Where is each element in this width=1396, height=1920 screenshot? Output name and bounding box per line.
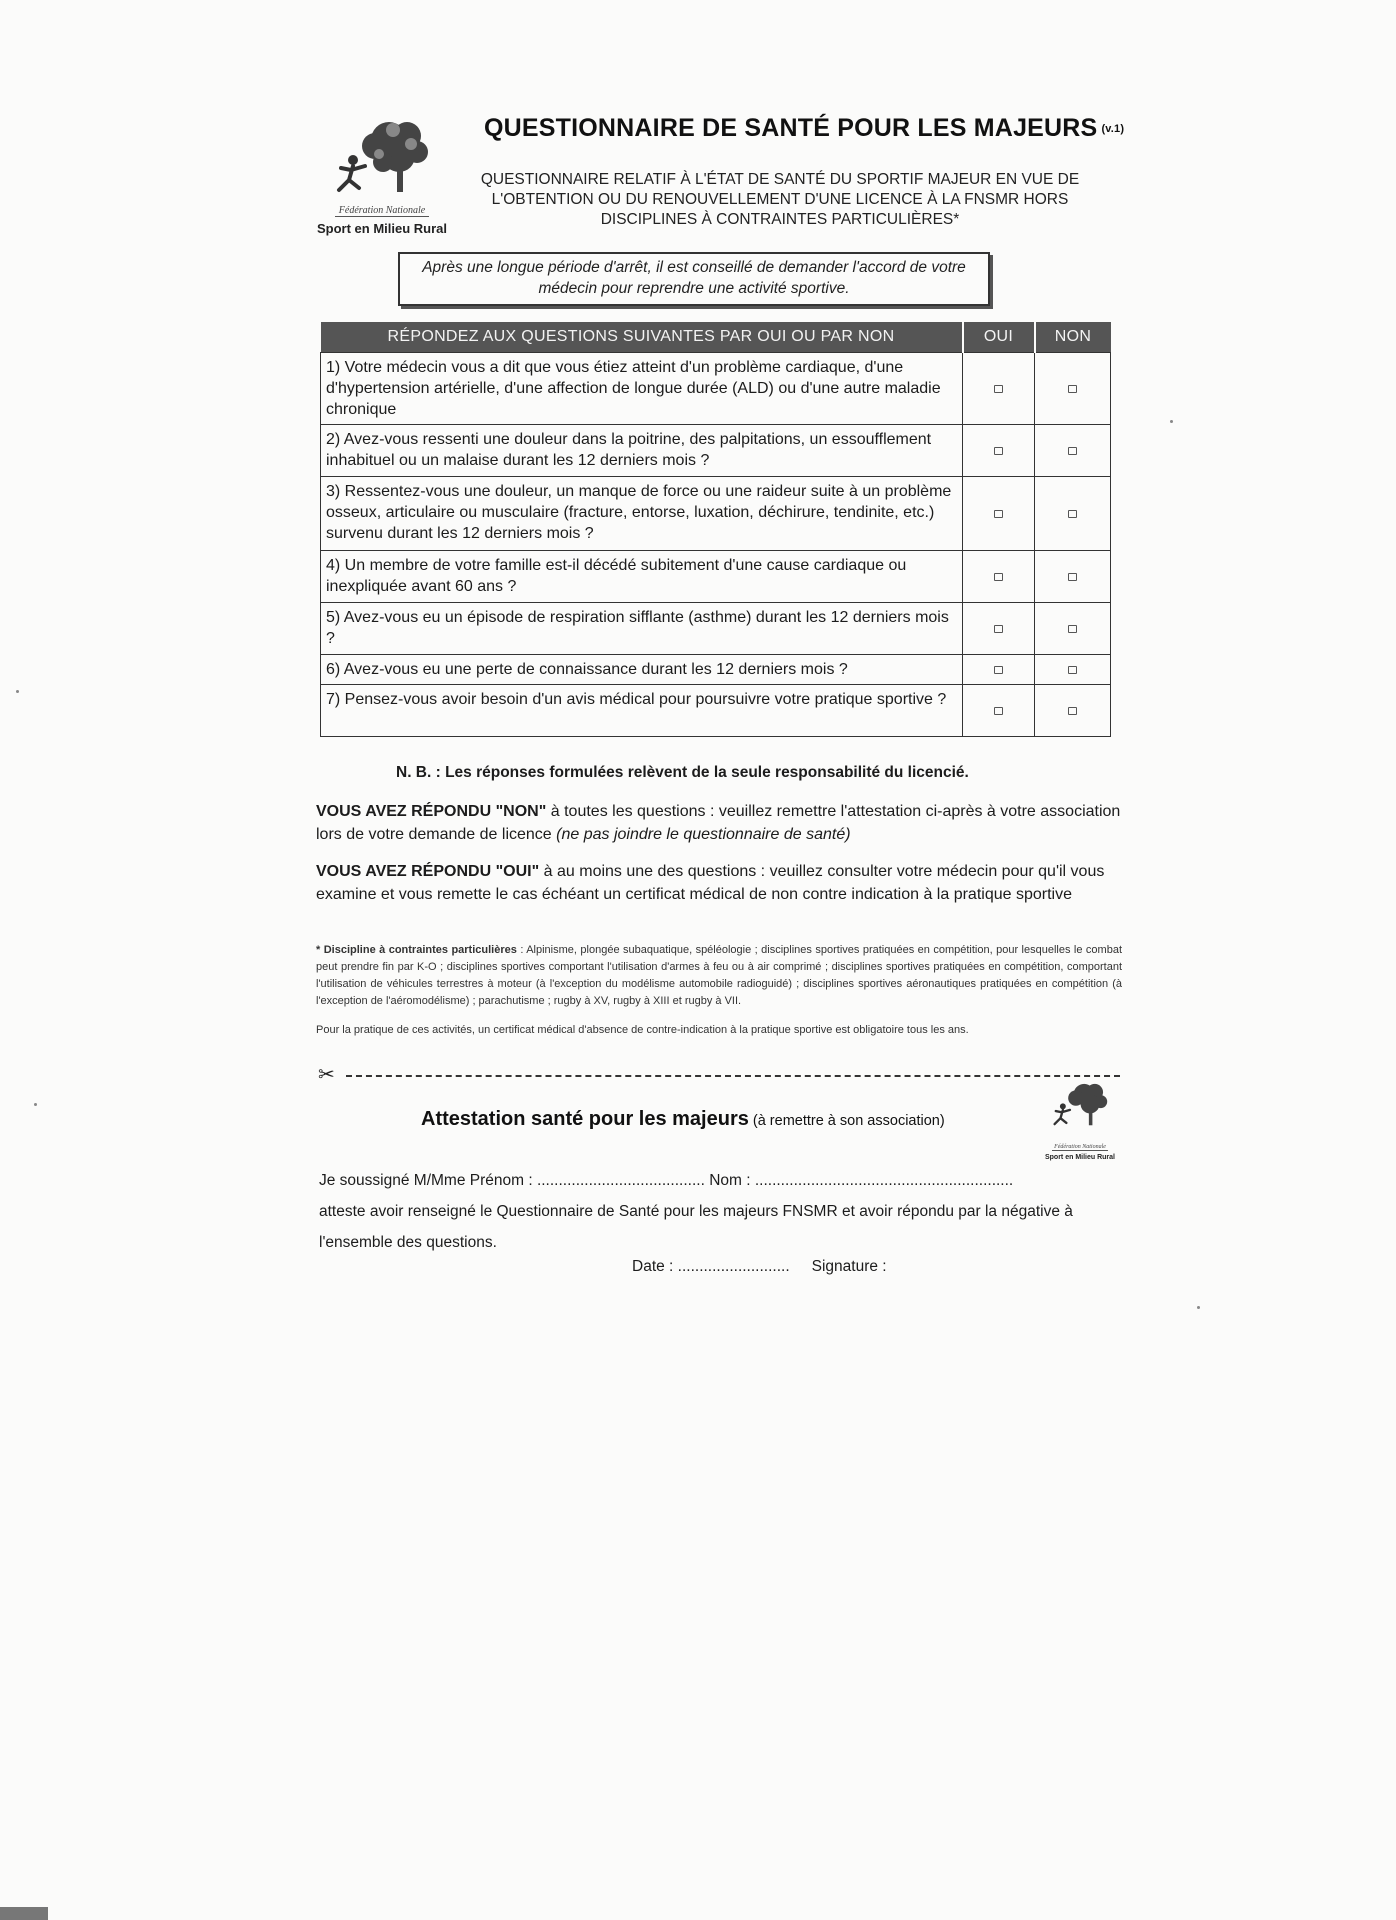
no-checkbox[interactable] bbox=[1068, 385, 1077, 393]
table-row bbox=[321, 551, 1111, 603]
answer-no-italic: (ne pas joindre le questionnaire de santé) bbox=[556, 826, 851, 843]
logo-name-text: Sport en Milieu Rural bbox=[316, 221, 447, 236]
subtitle: QUESTIONNAIRE RELATIF À L'ÉTAT DE SANTÉ DU SPORTIF MAJEUR EN VUE DE L'OBTENTION OU DU RENOUVELLEMENT D'UNE LICENCE À LA FNSMR HORS DISCIPLINES À CONTRAINTES PARTICULIÈRES* bbox=[480, 171, 1080, 228]
date-field[interactable]: Date : .......................... bbox=[632, 1258, 790, 1275]
answer-yes-lead: VOUS AVEZ RÉPONDU "OUI" bbox=[316, 863, 540, 880]
questionnaire-table bbox=[320, 322, 1111, 737]
question-5: 5) Avez-vous eu un épisode de respiration sifflante (asthme) durant les 12 derniers mois ? bbox=[321, 603, 963, 655]
no-cell bbox=[1035, 477, 1111, 551]
yes-cell bbox=[963, 477, 1035, 551]
attestation-statement: atteste avoir renseigné le Questionnaire de Santé pour les majeurs FNSMR et avoir répondu par la négative à l'ensemble des questions. bbox=[319, 1203, 1073, 1251]
question-1: 1) Votre médecin vous a dit que vous étiez atteint d'un problème cardiaque, d'une d'hypertension artérielle, d'une affection de longue durée (ALD) ou d'une autre maladie chronique bbox=[321, 353, 963, 425]
scan-speck bbox=[1170, 420, 1173, 423]
version-tag: (v.1) bbox=[1101, 123, 1125, 136]
attestation-title bbox=[421, 1108, 945, 1131]
no-cell bbox=[1035, 603, 1111, 655]
advice-text: Après une longue période d'arrêt, il est conseillé de demander l'accord de votre médecin pour reprendre une activité sportive. bbox=[422, 259, 966, 297]
question-4: 4) Un membre de votre famille est-il décédé subitement d'une cause cardiaque ou inexpliquée avant 60 ans ? bbox=[321, 551, 963, 603]
question-6: 6) Avez-vous eu une perte de connaissance durant les 12 derniers mois ? bbox=[321, 655, 963, 685]
federation-logo-small bbox=[1030, 1078, 1130, 1161]
question-2: 2) Avez-vous ressenti une douleur dans la poitrine, des palpitations, un essoufflement inhabituel ou un malaise durant les 12 derniers mois ? bbox=[321, 425, 963, 477]
scan-speck bbox=[34, 1103, 37, 1106]
yes-cell bbox=[963, 685, 1035, 737]
attestation-title-text: Attestation santé pour les majeurs bbox=[421, 1108, 749, 1130]
no-checkbox[interactable] bbox=[1068, 666, 1077, 674]
yes-checkbox[interactable] bbox=[994, 385, 1003, 393]
date-signature-line bbox=[632, 1258, 887, 1276]
yes-cell bbox=[963, 655, 1035, 685]
no-cell bbox=[1035, 685, 1111, 737]
tree-runner-icon bbox=[327, 112, 437, 200]
header-yes: OUI bbox=[963, 322, 1035, 353]
footnote-label: * Discipline à contraintes particulières bbox=[316, 944, 517, 956]
question-7: 7) Pensez-vous avoir besoin d'un avis médical pour poursuivre votre pratique sportive ? bbox=[321, 685, 963, 737]
no-checkbox[interactable] bbox=[1068, 510, 1077, 518]
logo-name-text: Sport en Milieu Rural bbox=[1044, 1154, 1115, 1161]
answer-no-lead: VOUS AVEZ RÉPONDU "NON" bbox=[316, 803, 547, 820]
no-checkbox[interactable] bbox=[1068, 447, 1077, 455]
yes-cell bbox=[963, 425, 1035, 477]
cut-line bbox=[318, 1066, 1120, 1086]
federation-logo bbox=[312, 112, 452, 237]
tree-runner-icon bbox=[1045, 1078, 1115, 1130]
table-row bbox=[321, 425, 1111, 477]
yes-checkbox[interactable] bbox=[994, 447, 1003, 455]
yes-cell bbox=[963, 353, 1035, 425]
question-3: 3) Ressentez-vous une douleur, un manque de force ou une raideur suite à un problème osseux, articulaire ou musculaire (fracture, entorse, luxation, déchirure, tendinite, etc.) survenu durant les 12 derniers mois ? bbox=[321, 477, 963, 551]
scan-edge-mark bbox=[0, 1907, 48, 1920]
page-title bbox=[484, 114, 1124, 143]
no-checkbox[interactable] bbox=[1068, 707, 1077, 715]
no-cell bbox=[1035, 551, 1111, 603]
footnote bbox=[316, 942, 1122, 1010]
footnote-text: : Alpinisme, plongée subaquatique, spéléologie ; disciplines sportives pratiquées en compétition, pour lesquelles le combat peut prendre fin par K-O ; disciplines sportives comportant l'utilisation d'armes à feu ou à air comprimé ; disciplines sportives pratiquées en compétition, comportant l'utilisation de véhicules terrestres à moteur (à l'exception du modélisme automobile radioguidé) ; disciplines sportives aéronautiques pratiquées en compétition (à l'exception de l'aéromodélisme) ; parachutisme ; rugby à XV, rugby à XIII et rugby à VII. bbox=[316, 944, 1122, 1007]
signature-field[interactable]: Signature : bbox=[811, 1258, 887, 1275]
attestation-note: (à remettre à son association) bbox=[752, 1113, 945, 1129]
advice-box bbox=[398, 252, 990, 306]
no-cell bbox=[1035, 425, 1111, 477]
answer-no-paragraph bbox=[316, 800, 1122, 846]
logo-federation-text: Fédération Nationale bbox=[1054, 1144, 1106, 1150]
yes-checkbox[interactable] bbox=[994, 625, 1003, 633]
no-checkbox[interactable] bbox=[1068, 573, 1077, 581]
scan-speck bbox=[16, 690, 19, 693]
title-text: QUESTIONNAIRE DE SANTÉ POUR LES MAJEURS bbox=[484, 114, 1098, 142]
no-cell bbox=[1035, 353, 1111, 425]
table-row bbox=[321, 685, 1111, 737]
no-cell bbox=[1035, 655, 1111, 685]
yes-cell bbox=[963, 551, 1035, 603]
header-question: RÉPONDEZ AUX QUESTIONS SUIVANTES PAR OUI OU PAR NON bbox=[321, 322, 963, 353]
table-row bbox=[321, 353, 1111, 425]
table-row bbox=[321, 477, 1111, 551]
answer-yes-paragraph bbox=[316, 860, 1122, 906]
logo-federation-text: Fédération Nationale bbox=[335, 205, 429, 217]
answer-yes-text: à au moins une des questions : veuillez consulter votre médecin pour qu'il vous examine et vous remette le cas échéant un certificat médical de non contre indication à la pratique sportive bbox=[316, 863, 1105, 903]
header-no: NON bbox=[1035, 322, 1111, 353]
answer-no-text: à toutes les questions : veuillez remettre l'attestation ci-après à votre association lors de votre demande de licence bbox=[316, 803, 1121, 843]
yes-cell bbox=[963, 603, 1035, 655]
no-checkbox[interactable] bbox=[1068, 625, 1077, 633]
attestation-name-line[interactable]: Je soussigné M/Mme Prénom : ....................................... Nom : ............................................................ bbox=[319, 1172, 1014, 1189]
scan-speck bbox=[1197, 1306, 1200, 1309]
scissors-icon: ✂ bbox=[318, 1064, 335, 1086]
yes-checkbox[interactable] bbox=[994, 666, 1003, 674]
yes-checkbox[interactable] bbox=[994, 510, 1003, 518]
table-row bbox=[321, 603, 1111, 655]
footnote-line2: Pour la pratique de ces activités, un certificat médical d'absence de contre-indication à la pratique sportive est obligatoire tous les ans. bbox=[316, 1024, 969, 1036]
table-header-row bbox=[321, 322, 1111, 353]
dashed-divider bbox=[346, 1075, 1120, 1077]
table-row bbox=[321, 655, 1111, 685]
nb-note: N. B. : Les réponses formulées relèvent de la seule responsabilité du licencié. bbox=[396, 764, 969, 781]
yes-checkbox[interactable] bbox=[994, 573, 1003, 581]
yes-checkbox[interactable] bbox=[994, 707, 1003, 715]
